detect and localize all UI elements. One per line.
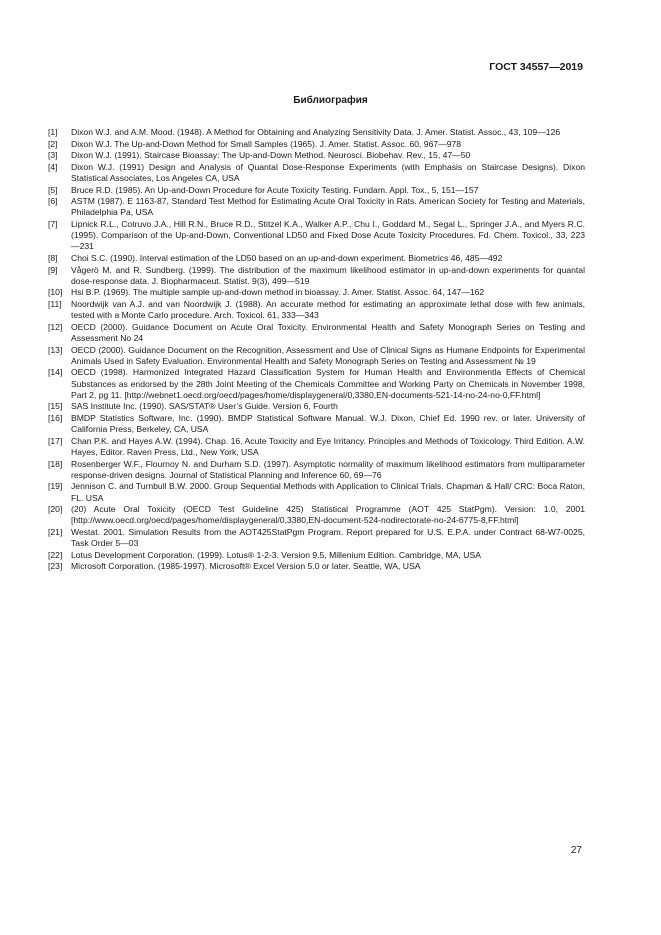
bibliography-entry (48, 550, 585, 561)
bibliography-entry (48, 367, 585, 401)
bibliography-entry (48, 162, 585, 184)
bibliography-entry (48, 265, 585, 287)
entry-text: Dixon W.J. and A.M. Mood. (1948). A Method for Obtaining and Analyzing Sensitivity Data. J. Amer. Statist. Assoc., 43, 109—126 (71, 127, 561, 137)
bibliography-entry (48, 401, 585, 412)
bibliography-entry (48, 253, 585, 264)
entry-number: [11] (48, 298, 62, 309)
bibliography-entry (48, 459, 585, 481)
entry-number: [15] (48, 401, 63, 412)
entry-number: [3] (48, 150, 58, 161)
bibliography-entry (48, 436, 585, 458)
entry-number: [18] (48, 458, 63, 469)
entry-number: [8] (48, 252, 58, 263)
entry-text: (20) Acute Oral Toxicity (OECD Test Guideline 425) Statistical Programme (AOT 425 StatPgm). Version: 1.0, 2001 [http://www.oecd.org/oecd/pages/home/displaygeneral/0,3380,EN-document-524-nodirectorate-no-24-6775-8,FF.html] (71, 504, 585, 526)
entry-text: Microsoft Corporation. (1985-1997). Microsoft® Excel Version 5.0 or later. Seattle, WA, USA (71, 561, 421, 572)
entry-number: [7] (48, 218, 58, 229)
bibliography-entry (48, 287, 585, 298)
entry-text: OECD (2000). Guidance Document on the Recognition, Assessment and Use of Clinical Signs as Humane Endpoints for Experimental Animals Used in Safety Evaluation. Environmental Health and Safety Monograph Series on Testing and Assessment № 19 (71, 344, 585, 366)
entry-number: [22] (48, 549, 63, 560)
bibliography-entry (48, 413, 585, 435)
entry-number: [4] (48, 161, 58, 172)
entry-number: [23] (48, 561, 63, 572)
entry-text: Hsi B.P. (1969). The multiple sample up-and-down method in bioassay. J. Amer. Statist. Assoc. 64, 147—162 (71, 287, 485, 298)
entry-text: Jennison C. and Turnbull B.W. 2000. Group Sequential Methods with Application to Clinical Trials. Chapman & Hall/ CRC: Boca Raton, FL. USA (71, 481, 585, 503)
entry-number: [2] (48, 138, 58, 149)
entry-text: Choi S.C. (1990). Interval estimation of the LD50 based on an up-and-down experiment. Biometrics 46, 485—492 (71, 252, 503, 263)
entry-number: [12] (48, 321, 63, 332)
entry-number: [1] (48, 127, 58, 137)
bibliography-entry (48, 127, 585, 138)
bibliography-entry (48, 561, 585, 572)
entry-text: OECD (2000). Guidance Document on Acute Oral Toxicity. Environmental Health and Safety Monograph Series on Testing and Assessment No 24 (71, 321, 585, 343)
entry-text: Lipnick R.L., Cotruvo J.A., Hill R.N., Bruce R.D., Stitzel K.A., Walker A.P., Chu I., Goddard M., Segal L., Springer J.A., and Myers R.C. (1995). Comparison of the Up-and-Down, Conventional LD50 and Fixed Dose Acute Toxicity Procedures. Fd. Chem. Toxicol., 33, 223—231 (71, 218, 585, 252)
bibliography-entry (48, 504, 585, 526)
entry-text: Noordwijk van A.J. and van Noordwijk J. (1988). An accurate method for estimating an approximate lethal dose with few animals, tested with a Monte Carlo procedure. Arch. Toxicol. 61, 333—343 (71, 298, 585, 321)
entry-number: [5] (48, 184, 58, 195)
entry-number: [9] (48, 264, 58, 275)
entry-text: Dixon W.J. (1991) Design and Analysis of Quantal Dose-Response Experiments (with Emphasis on Staircase Designs). Dixon Statistical Associates, Los Angeles CA, USA (71, 161, 585, 183)
entry-number: [13] (48, 344, 63, 355)
bibliography-entry (48, 481, 585, 503)
entry-text: Dixon W.J. The Up-and-Down Method for Small Samples (1965). J. Amer. Statist. Assoc. 60, 967—978 (71, 138, 462, 149)
entry-text: Westat. 2001. Simulation Results from the AOT425StatPgm Program. Report prepared for U.S. E.P.A. under Contract 68-W7-0025, Task Order 5—03 (71, 526, 585, 549)
bibliography-entry (48, 196, 585, 218)
entry-text: BMDP Statistics Software, Inc. (1990). BMDP Statistical Software Manual. W.J. Dixon, Chief Ed. 1990 rev. or later. University of California Press, Berkeley, CA, USA (71, 412, 585, 435)
entry-text: ASTM (1987). E 1163-87, Standard Test Method for Estimating Acute Oral Toxicity in Rats. American Society for Testing and Materials, Philadelphia Pa, USA (71, 196, 585, 218)
bibliography-entry (48, 150, 585, 161)
entry-number: [19] (48, 481, 63, 492)
entry-number: [21] (48, 526, 63, 537)
entry-text: Chan P.K. and Hayes A.W. (1994). Chap. 16. Acute Toxicity and Eye Irritancy. Principles and Methods of Toxicology. Third Edition. A.W. Hayes, Editor. Raven Press, Ltd., New York, USA (71, 435, 585, 457)
entry-number: [10] (48, 287, 63, 298)
bibliography-list (48, 127, 585, 573)
entry-text: Bruce R.D. (1985). An Up-and-Down Procedure for Acute Toxicity Testing. Fundam. Appl. Tox., 5, 151—157 (71, 184, 479, 195)
entry-text: OECD (1998). Harmonized Integrated Hazard Classification System for Human Health and Environmentla Effects of Chemical Substances as endorsed by the 28th Joint Meeting of the Chemicals Committee and Working Party on Chemicals in November 1998, Part 2, pg 11. [http://webnet1.oecd.org/oecd/pages/home/displaygeneral/0,3380,EN-documents-521-14-no-24-no-0,FF.html] (71, 367, 585, 400)
bibliography-entry (48, 219, 585, 253)
bibliography-entry (48, 527, 585, 549)
entry-number: [20] (48, 504, 63, 515)
entry-number: [6] (48, 196, 58, 207)
bibliography-entry (48, 322, 585, 344)
entry-text: Vågerö M. and R. Sundberg. (1999). The distribution of the maximum likelihood estimator in up-and-down experiments for quantal dose-response data. J. Biopharmaceut. Statist. 9(3), 499—519 (71, 264, 585, 286)
bibliography-entry (48, 345, 585, 367)
entry-number: [16] (48, 412, 63, 423)
standard-code: ГОСТ 34557—2019 (489, 61, 583, 73)
entry-number: [14] (48, 367, 63, 378)
entry-text: SAS Institute Inc. (1990). SAS/STAT® User’s Guide. Version 6, Fourth (71, 401, 338, 412)
bibliography-entry (48, 139, 585, 150)
page-number: 27 (570, 845, 582, 856)
page-title: Библиография (293, 95, 368, 106)
entry-text: Rosenberger W.F., Flournoy N. and Durham S.D. (1997). Asymptotic normality of maximum likelihood estimators from multiparameter response-driven designs. Journal of Statistical Planning and Inference 60, 69—76 (71, 458, 585, 480)
bibliography-entry (48, 185, 585, 196)
entry-number: [17] (48, 435, 63, 446)
bibliography-entry (48, 299, 585, 321)
entry-text: Dixon W.J. (1991). Staircase Bioassay: The Up-and-Down Method. Neurosci. Biobehav. Rev., 15, 47—50 (71, 150, 471, 161)
entry-text: Lotus Development Corporation. (1999). Lotus® 1-2-3. Version 9.5, Millenium Edition. Cambridge, MA, USA (71, 549, 481, 560)
